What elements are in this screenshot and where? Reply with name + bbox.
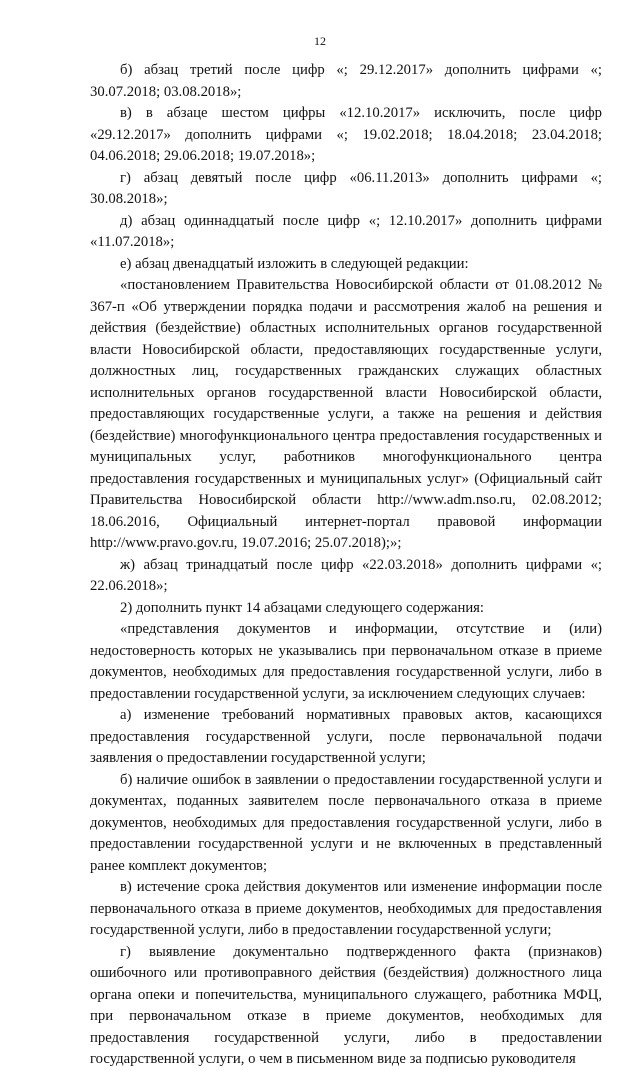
page-number: 12: [314, 34, 326, 48]
paragraph-resolution-quote: «постановлением Правительства Новосибирской области от 01.08.2012 № 367-п «Об утверждении порядка подачи и рассмотрения жалоб на решения и действия (бездействие) областных исполнительных органов государственной власти Новосибирской области, предоставляющих государственные услуги, должностных лиц, государственных гражданских служащих областных исполнительных органов государственной власти Новосибирской области, предоставляющих государственные услуги, а также на решения и действия (бездействие) многофункционального центра предоставления государственных и муниципальных услуг, работников многофункционального центра предоставления государственных и муниципальных услуг» (Официальный сайт Правительства Новосибирской области http://www.adm.nso.ru, 02.08.2012; 18.06.2016, Официальный интернет-портал правовой информации http://www.pravo.gov.ru, 19.07.2016; 25.07.2018);»;: [90, 277, 602, 551]
paragraph-item-2: 2) дополнить пункт 14 абзацами следующего содержания:: [120, 599, 485, 616]
paragraph-case-g: г) выявление документально подтвержденного факта (признаков) ошибочного или противоправного действия (бездействия) должностного лица органа опеки и попечительства, муниципального служащего, работника МФЦ, при первоначальном отказе в приеме документов, необходимых для предоставления государственной услуги, либо в предоставлении государственной услуги, о чем в письменном виде за подписью руководителя: [90, 943, 602, 1067]
document-body: [90, 60, 602, 1071]
paragraph-case-a: а) изменение требований нормативных правовых актов, касающихся предоставления государственной услуги, после первоначальной подачи заявления о предоставлении государственной услуги;: [90, 707, 602, 766]
paragraph-d-paragraph-eleven: д) абзац одиннадцатый после цифр «; 12.10.2017» дополнить цифрами «11.07.2018»;: [90, 212, 602, 250]
paragraph-b-paragraph-three: б) абзац третий после цифр «; 29.12.2017» дополнить цифрами «; 30.07.2018; 03.08.2018»;: [90, 62, 602, 100]
paragraph-g-paragraph-nine: г) абзац девятый после цифр «06.11.2013» дополнить цифрами «; 30.08.2018»;: [90, 169, 602, 207]
paragraph-case-b: б) наличие ошибок в заявлении о предоставлении государственной услуги и документах, поданных заявителем после первоначального отказа в приеме документов, необходимых для предоставления государственной услуги, либо в предоставлении государственной услуги и не включенных в представленный ранее комплект документов;: [90, 771, 602, 874]
paragraph-zh-paragraph-thirteen: ж) абзац тринадцатый после цифр «22.03.2018» дополнить цифрами «; 22.06.2018»;: [90, 556, 602, 594]
paragraph-case-v: в) истечение срока действия документов или изменение информации после первоначального отказа в приеме документов, необходимых для предоставления государственной услуги, либо в предоставлении государственной услуги;: [90, 879, 602, 938]
paragraph-v-paragraph-six: в) в абзаце шестом цифры «12.10.2017» исключить, после цифр «29.12.2017» дополнить цифрами «; 19.02.2018; 18.04.2018; 23.04.2018; 04.06.2018; 29.06.2018; 19.07.2018»;: [90, 105, 602, 164]
paragraph-documents-submission: «представления документов и информации, отсутствие и (или) недостоверность которых не указывались при первоначальном отказе в приеме документов, необходимых для предоставления государственной услуги, либо в предоставлении государственной услуги, за исключением следующих случаев:: [90, 621, 602, 702]
paragraph-e-paragraph-twelve: е) абзац двенадцатый изложить в следующей редакции:: [120, 255, 469, 272]
